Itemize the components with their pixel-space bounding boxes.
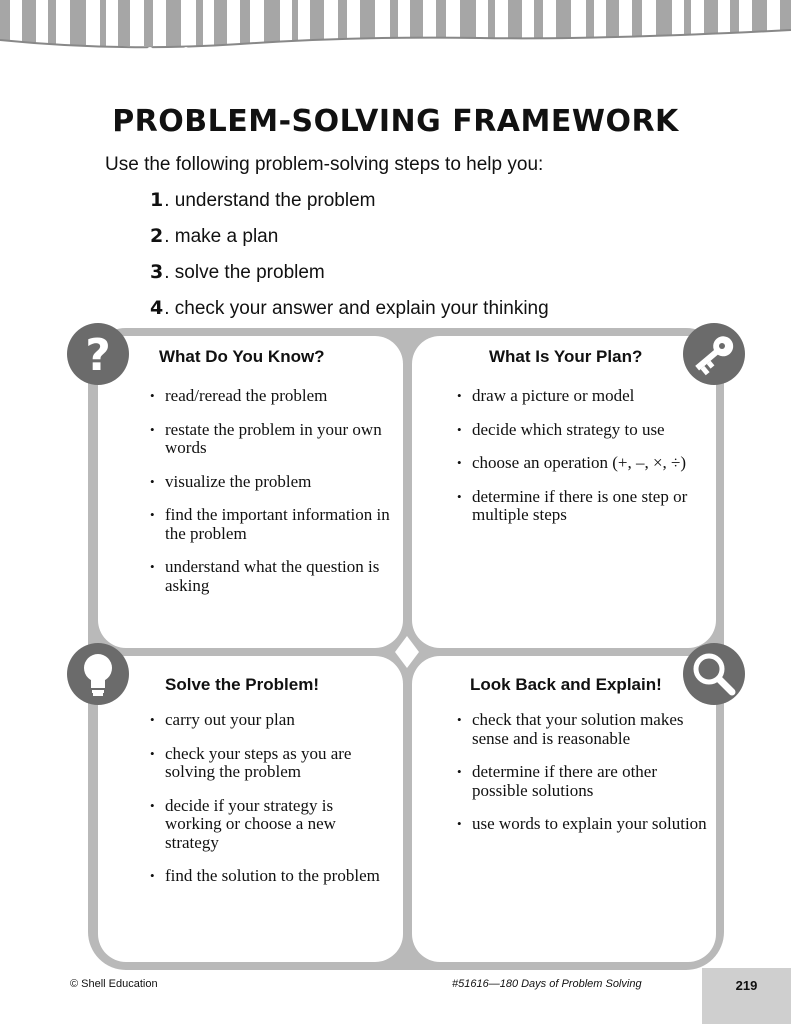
- list-item: • find the important information in the problem: [150, 506, 390, 543]
- list-item: • check that your solution makes sense and is reasonable: [457, 711, 712, 748]
- list-item: • determine if there are other possible solutions: [457, 763, 712, 800]
- list-item: • decide if your strategy is working or choose a new strategy: [150, 797, 390, 853]
- panel-heading: Solve the Problem!: [165, 675, 319, 694]
- list-item: • understand what the question is asking: [150, 558, 390, 595]
- step-number: 1: [150, 189, 164, 211]
- page-number: 219: [702, 968, 791, 1024]
- step-number: 4: [150, 297, 164, 319]
- step-number: 3: [150, 261, 164, 283]
- svg-text:?: ?: [85, 330, 111, 381]
- page-title: PROBLEM-SOLVING FRAMEWORK: [112, 104, 679, 139]
- list-item: • check your steps as you are solving the problem: [150, 745, 390, 782]
- step-text: . check your answer and explain your thinking: [164, 298, 549, 319]
- panel-list: [457, 711, 712, 834]
- intro-text: Use the following problem-solving steps to help you:: [105, 154, 544, 175]
- list-item: • find the solution to the problem: [150, 867, 390, 886]
- panel-heading: What Is Your Plan?: [489, 347, 643, 366]
- step-number: 2: [150, 225, 164, 247]
- list-item: • decide which strategy to use: [457, 421, 712, 440]
- list-item: • draw a picture or model: [457, 387, 712, 406]
- panel-list: [150, 387, 390, 595]
- lightbulb-icon: [66, 642, 130, 706]
- panel-what-is-your-plan: [457, 347, 712, 540]
- list-item: • carry out your plan: [150, 711, 390, 730]
- step-text: . solve the problem: [164, 262, 325, 283]
- list-item: • restate the problem in your own words: [150, 421, 390, 458]
- list-item: • choose an operation (+, –, ×, ÷): [457, 454, 712, 473]
- footer-publisher: © Shell Education: [70, 978, 158, 990]
- question-mark-icon: [66, 322, 130, 386]
- list-item: • visualize the problem: [150, 473, 390, 492]
- panel-list: [150, 711, 390, 886]
- footer-book-title: #51616—180 Days of Problem Solving: [452, 978, 642, 990]
- panel-look-back-and-explain: [457, 675, 712, 849]
- list-item: • read/reread the problem: [150, 387, 390, 406]
- step-text: . understand the problem: [164, 190, 376, 211]
- panel-what-do-you-know: [150, 347, 390, 610]
- list-item: • determine if there is one step or multiple steps: [457, 488, 712, 525]
- list-item: • use words to explain your solution: [457, 815, 712, 834]
- panel-solve-the-problem: [150, 675, 390, 901]
- panel-list: [457, 387, 712, 525]
- panel-heading: Look Back and Explain!: [470, 675, 662, 694]
- panel-heading: What Do You Know?: [159, 347, 325, 366]
- step-text: . make a plan: [164, 226, 279, 247]
